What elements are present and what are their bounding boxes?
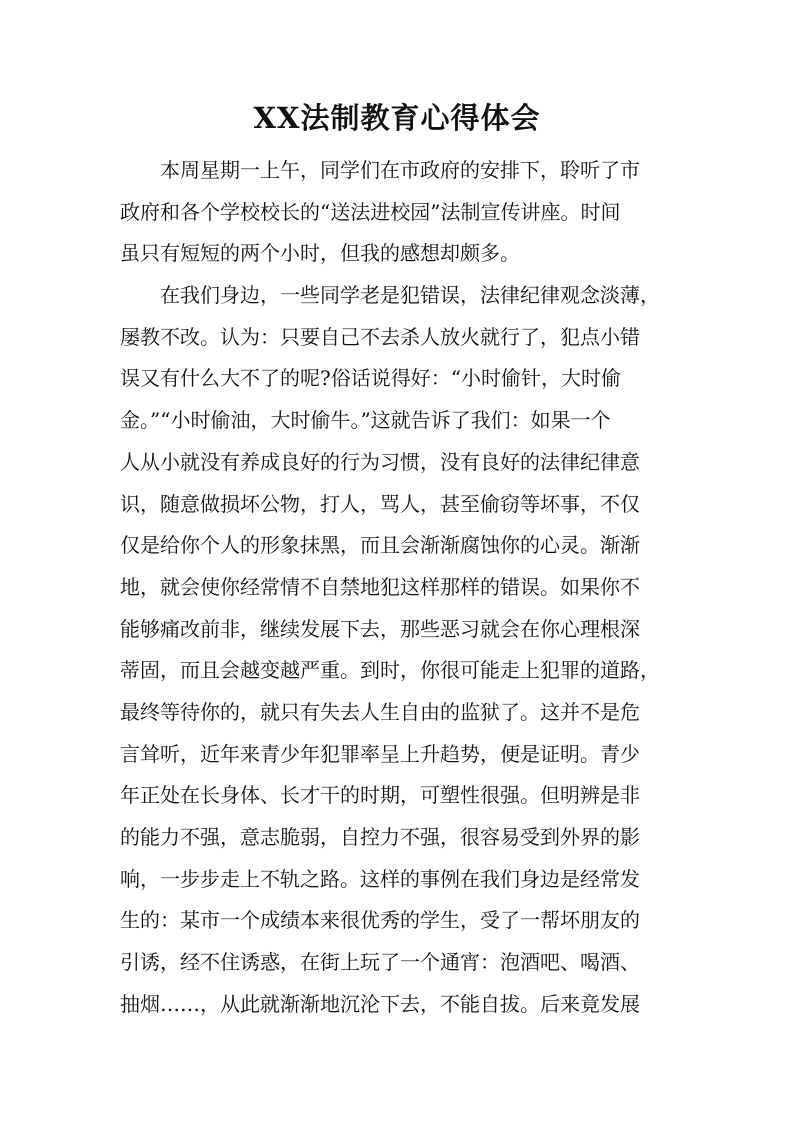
text-line: 在我们身边，一些同学老是犯错误，法律纪律观念淡薄， <box>160 283 660 308</box>
text-line: 本周星期一上午，同学们在市政府的安排下，聆听了市 <box>160 158 640 182</box>
text-line: 抽烟……，从此就渐渐地沉沦下去，不能自拔。后来竟发展 <box>120 991 640 1016</box>
text-line: 仅是给你个人的形象抹黑，而且会渐渐腐蚀你的心灵。渐渐 <box>120 533 640 558</box>
text-line: 地，就会使你经常情不自禁地犯这样那样的错误。如果你不 <box>120 574 640 599</box>
text-line: 误又有什么大不了的呢?俗话说得好：“小时偷针，大时偷 <box>120 366 621 391</box>
text-line: 蒂固，而且会越变越严重。到时，你很可能走上犯罪的道路， <box>120 658 660 683</box>
text-line: 响，一步步走上不轨之路。这样的事例在我们身边是经常发 <box>120 866 640 891</box>
text-line: 年正处在长身体、长才干的时期，可塑性很强。但明辨是非 <box>120 783 640 808</box>
text-line: 能够痛改前非，继续发展下去，那些恶习就会在你心理根深 <box>120 616 640 641</box>
text-line: 识，随意做损坏公物，打人，骂人，甚至偷窃等坏事，不仅 <box>120 491 640 516</box>
text-line: 人从小就没有养成良好的行为习惯，没有良好的法律纪律意 <box>120 449 640 474</box>
text-line: 金。”“小时偷油，大时偷牛。”这就告诉了我们：如果一个 <box>120 408 611 433</box>
text-line: 最终等待你的，就只有失去人生自由的监狱了。这并不是危 <box>120 699 640 724</box>
text-line: 虽只有短短的两个小时，但我的感想却颇多。 <box>120 241 520 266</box>
text-line: 生的：某市一个成绩本来很优秀的学生，受了一帮坏朋友的 <box>120 908 640 933</box>
document-title: XX法制教育心得体会 <box>253 101 541 135</box>
text-line: 屡教不改。认为：只要自己不去杀人放火就行了，犯点小错 <box>120 324 640 349</box>
paragraph <box>120 275 680 1025</box>
text-line: 政府和各个学校校长的“送法进校园”法制宣传讲座。时间 <box>120 199 621 224</box>
document-body <box>120 150 680 1025</box>
text-line: 引诱，经不住诱惑，在街上玩了一个通宵：泡酒吧、喝酒、 <box>120 950 640 975</box>
text-line: 言耸听，近年来青少年犯罪率呈上升趋势，便是证明。青少 <box>120 741 640 766</box>
paragraph <box>120 150 680 275</box>
text-line: 的能力不强，意志脆弱，自控力不强，很容易受到外界的影 <box>120 825 640 849</box>
